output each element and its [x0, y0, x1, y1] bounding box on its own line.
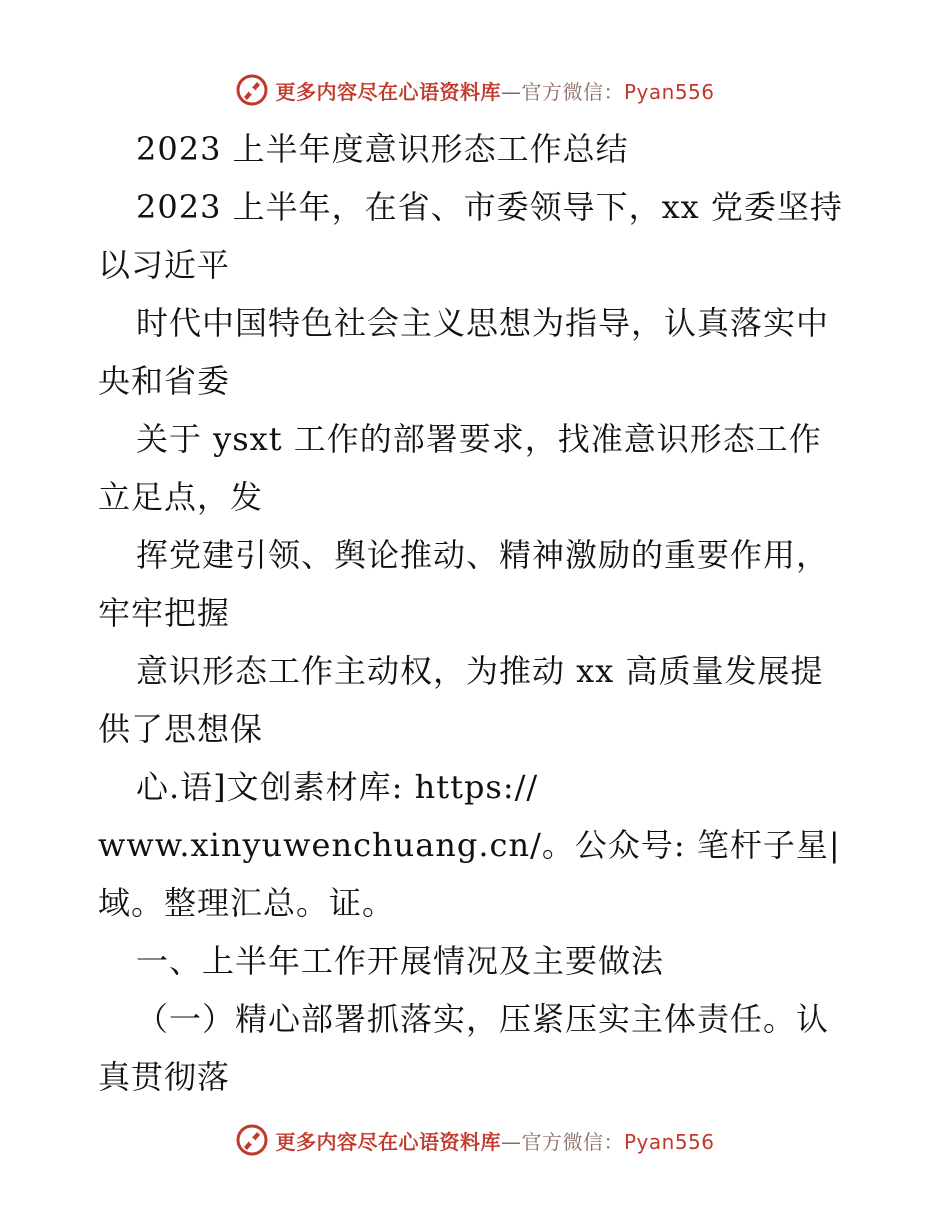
text-line: 关于 ysxt 工作的部署要求，找准意识形态工作 [136, 420, 822, 458]
text-line: 牢牢把握 [98, 594, 231, 632]
text-line: 立足点，发 [98, 478, 264, 516]
pen-logo-icon [235, 1123, 269, 1157]
text-line: 意识形态工作主动权，为推动 xx 高质量发展提 [136, 652, 824, 690]
document-body [98, 120, 858, 1106]
text-line: 挥党建引领、舆论推动、精神激励的重要作用， [136, 536, 830, 574]
text-line: 2023 上半年，在省、市委领导下，xx 党委坚持 [136, 188, 843, 226]
pen-logo-icon [235, 73, 269, 107]
text-line: 央和省委 [98, 362, 231, 400]
text-line: 一、上半年工作开展情况及主要做法 [136, 942, 665, 980]
text-line: 域。整理汇总。证。 [98, 884, 396, 922]
text-line: www.xinyuwenchuang.cn/。公众号: 笔杆子星| [98, 826, 841, 864]
text-line: 2023 上半年度意识形态工作总结 [136, 130, 629, 168]
text-line: 供了思想保 [98, 710, 264, 748]
text-line: （一）精心部署抓落实，压紧压实主体责任。认 [136, 1000, 830, 1038]
banner-text: 更多内容尽在心语资料库—官方微信：Pyan556 [275, 79, 715, 104]
header-watermark-banner [0, 70, 950, 110]
footer-watermark-banner [0, 1120, 950, 1160]
text-line: 真贯彻落 [98, 1058, 231, 1096]
text-line: 时代中国特色社会主义思想为指导，认真落实中 [136, 304, 830, 342]
text-line: 心.语]文创素材库: https:// [136, 768, 539, 806]
banner-text: 更多内容尽在心语资料库—官方微信：Pyan556 [275, 1129, 715, 1154]
text-line: 以习近平 [98, 246, 231, 284]
